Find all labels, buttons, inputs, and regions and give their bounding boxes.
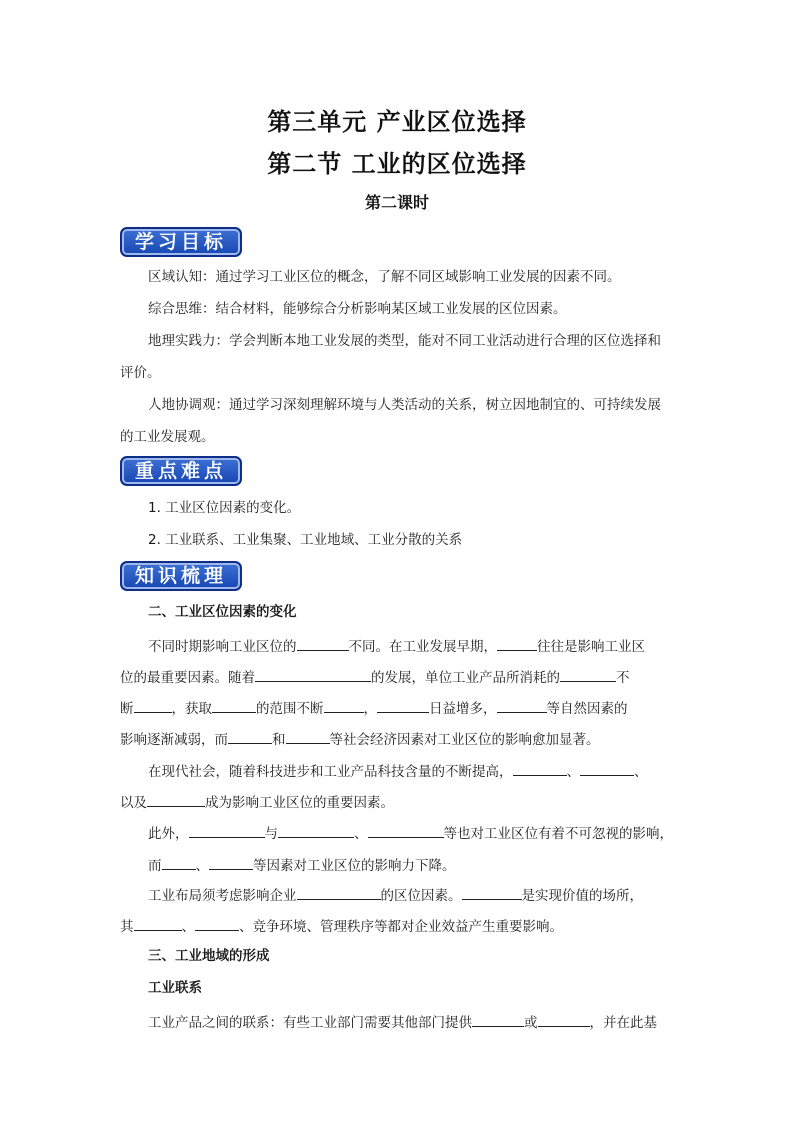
- fill-blank[interactable]: [297, 885, 381, 900]
- paragraph-line: [120, 729, 680, 749]
- text-run: 不同。在工业发展早期，: [348, 639, 497, 655]
- fill-blank[interactable]: [538, 1012, 590, 1027]
- fill-blank[interactable]: [472, 1012, 524, 1027]
- section-heading-3: 三、工业地域的形成: [148, 948, 270, 964]
- paragraph-line: [120, 916, 680, 936]
- text-run: 、竞争环境、管理秩序等都对企业效益产生重要影响。: [239, 919, 563, 935]
- lesson-title: 第二课时: [364, 193, 429, 212]
- goal-line-1: 区域认知：通过学习工业区位的概念，了解不同区域影响工业发展的因素不同。: [148, 269, 621, 285]
- text-run: 、: [181, 919, 195, 935]
- fill-blank[interactable]: [286, 729, 330, 744]
- fill-blank[interactable]: [209, 855, 253, 870]
- goal-line-2: 综合思维：结合材料，能够综合分析影响某区域工业发展的区位因素。: [148, 301, 567, 317]
- text-run: 在现代社会，随着科技进步和工业产品科技含量的不断提高，: [148, 764, 513, 780]
- fill-blank[interactable]: [462, 885, 522, 900]
- knowledge-badge: 知识梳理: [120, 561, 242, 591]
- text-run: 断: [120, 701, 134, 717]
- fill-blank[interactable]: [497, 636, 537, 651]
- unit-title: 第三单元 产业区位选择: [267, 108, 527, 136]
- goal-line-4: 人地协调观：通过学习深刻理解环境与人类活动的关系，树立因地制宜的、可持续发展: [148, 397, 661, 413]
- text-run: 成为影响工业区位的重要因素。: [205, 795, 394, 811]
- fill-blank[interactable]: [134, 916, 182, 931]
- section-heading-2: 二、工业区位因素的变化: [148, 604, 297, 620]
- text-run: 、: [566, 764, 580, 780]
- text-run: 的区位因素。: [380, 888, 462, 904]
- paragraph-line: [120, 761, 680, 781]
- paragraph-line: [120, 855, 680, 875]
- section-title: 第二节 工业的区位选择: [267, 150, 527, 178]
- text-run: 位的最重要因素。随着: [120, 670, 255, 686]
- fill-blank[interactable]: [255, 667, 371, 682]
- text-run: ，获取: [171, 701, 212, 717]
- paragraph-line: [120, 698, 680, 718]
- text-run: 不: [616, 670, 630, 686]
- goal-line-4-cont: 的工业发展观。: [120, 429, 215, 445]
- text-run: 工业布局须考虑影响企业: [148, 888, 297, 904]
- paragraph-line: [120, 1012, 680, 1032]
- text-run: 的范围不断: [256, 701, 324, 717]
- fill-blank[interactable]: [134, 698, 172, 713]
- paragraph-line: [120, 636, 680, 656]
- paragraph-line: [120, 885, 680, 905]
- text-run: 等因素对工业区位的影响力下降。: [253, 858, 456, 874]
- text-run: 、: [195, 858, 209, 874]
- key-point-1: 1. 工业区位因素的变化。: [148, 500, 301, 516]
- fill-blank[interactable]: [324, 698, 364, 713]
- fill-blank[interactable]: [212, 698, 256, 713]
- text-run: 等自然因素的: [546, 701, 628, 717]
- text-run: 此外，: [148, 826, 189, 842]
- fill-blank[interactable]: [377, 698, 429, 713]
- text-run: 不同时期影响工业区位的: [148, 639, 297, 655]
- paragraph-line: [120, 823, 680, 843]
- fill-blank[interactable]: [580, 761, 634, 776]
- text-run: ，: [363, 701, 377, 717]
- text-run: 是实现价值的场所，: [521, 888, 643, 904]
- fill-blank[interactable]: [560, 667, 616, 682]
- fill-blank[interactable]: [497, 698, 547, 713]
- goal-line-3: 地理实践力：学会判断本地工业发展的类型，能对不同工业活动进行合理的区位选择和: [148, 333, 661, 349]
- text-run: 、: [354, 826, 368, 842]
- text-run: 以及: [120, 795, 147, 811]
- text-run: 往往是影响工业区: [537, 639, 645, 655]
- fill-blank[interactable]: [368, 823, 444, 838]
- fill-blank[interactable]: [147, 792, 205, 807]
- goal-line-3-cont: 评价。: [120, 365, 161, 381]
- text-run: ，并在此基: [589, 1015, 657, 1031]
- text-run: 而: [148, 858, 162, 874]
- text-run: 等社会经济因素对工业区位的影响愈加显著。: [329, 732, 600, 748]
- text-run: 或: [524, 1015, 538, 1031]
- text-run: 的发展，单位工业产品所消耗的: [371, 670, 560, 686]
- text-run: 影响逐渐减弱，而: [120, 732, 228, 748]
- fill-blank[interactable]: [162, 855, 196, 870]
- sub-heading: 工业联系: [148, 980, 202, 996]
- key-points-badge: 重点难点: [120, 456, 242, 486]
- fill-blank[interactable]: [297, 636, 349, 651]
- fill-blank[interactable]: [195, 916, 239, 931]
- goals-badge: 学习目标: [120, 227, 242, 257]
- fill-blank[interactable]: [189, 823, 265, 838]
- text-run: 工业产品之间的联系：有些工业部门需要其他部门提供: [148, 1015, 472, 1031]
- text-run: 其: [120, 919, 134, 935]
- text-run: 、: [634, 764, 648, 780]
- text-run: 日益增多，: [429, 701, 497, 717]
- key-point-2: 2. 工业联系、工业集聚、工业地域、工业分散的关系: [148, 532, 463, 548]
- fill-blank[interactable]: [228, 729, 272, 744]
- text-run: 与: [264, 826, 278, 842]
- fill-blank[interactable]: [278, 823, 354, 838]
- text-run: 等也对工业区位有着不可忽视的影响，: [443, 826, 673, 842]
- paragraph-line: [120, 792, 680, 812]
- text-run: 和: [272, 732, 286, 748]
- fill-blank[interactable]: [513, 761, 567, 776]
- paragraph-line: [120, 667, 680, 687]
